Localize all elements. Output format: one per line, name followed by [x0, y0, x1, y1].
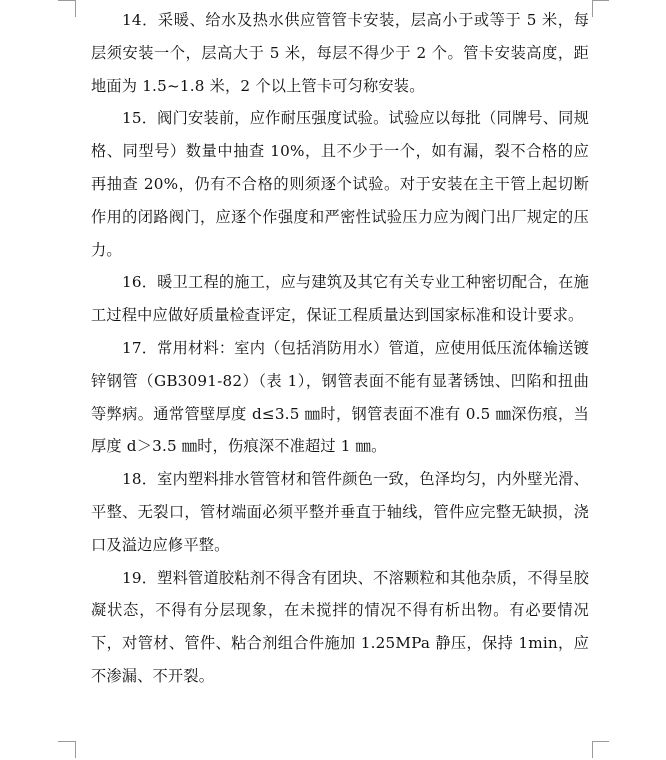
paragraph-15: 15．阀门安装前，应作耐压强度试验。试验应以每批（同牌号、同规格、同型号）数量中抽查 10%，且不少于一个，如有漏，裂不合格的应再抽查 20%，仍有不合格的则须逐个试验。对于安装在主干管上起切断作用的闭路阀门，应逐个作强度和严密性试验压力应为阀门出厂规定的压力。 — [91, 109, 589, 259]
paragraph-14: 14．采暖、给水及热水供应管管卡安装，层高小于或等于 5 米，每层须安装一个，层高大于 5 米，每层不得少于 2 个。管卡安装高度，距地面为 1.5~1.8 米，2 个以上管卡可匀称安装。 — [91, 11, 589, 95]
paragraph-18: 18．室内塑料排水管管材和管件颜色一致，色泽均匀，内外壁光滑、平整、无裂口，管材端面必须平整并垂直于轴线，管件应完整无缺损，浇口及溢边应修平整。 — [91, 470, 589, 554]
crop-mark-bottom-left-vertical — [75, 741, 76, 758]
crop-mark-top-right-horizontal — [592, 0, 609, 1]
crop-mark-top-right-vertical — [592, 0, 593, 17]
paragraph-19: 19．塑料管道胶粘剂不得含有团块、不溶颗粒和其他杂质，不得呈胶凝状态，不得有分层现象，在未搅拌的情况不得有析出物。有必要情况下，对管材、管件、粘合剂组合件施加 1.25MPa 静压，保持 1min，应不渗漏、不开裂。 — [91, 568, 589, 685]
crop-mark-top-left-horizontal — [58, 0, 75, 1]
crop-mark-bottom-left-horizontal — [58, 741, 75, 742]
crop-mark-bottom-right-horizontal — [592, 741, 609, 742]
paragraph-17: 17．常用材料：室内（包括消防用水）管道，应使用低压流体输送镀锌钢管（GB3091-82）（表 1），钢管表面不能有显著锈蚀、凹陷和扭曲等弊病。通常管壁厚度 d≤3.5 ㎜时，钢管表面不准有 0.5 ㎜深伤痕，当厚度 d＞3.5 ㎜时，伤痕深不准超过 1 ㎜。 — [91, 338, 589, 456]
crop-mark-top-left-vertical — [75, 0, 76, 17]
document-body — [91, 4, 589, 693]
paragraph-16: 16．暖卫工程的施工，应与建筑及其它有关专业工种密切配合，在施工过程中应做好质量检查评定，保证工程质量达到国家标准和设计要求。 — [91, 273, 589, 325]
crop-mark-bottom-right-vertical — [592, 741, 593, 758]
